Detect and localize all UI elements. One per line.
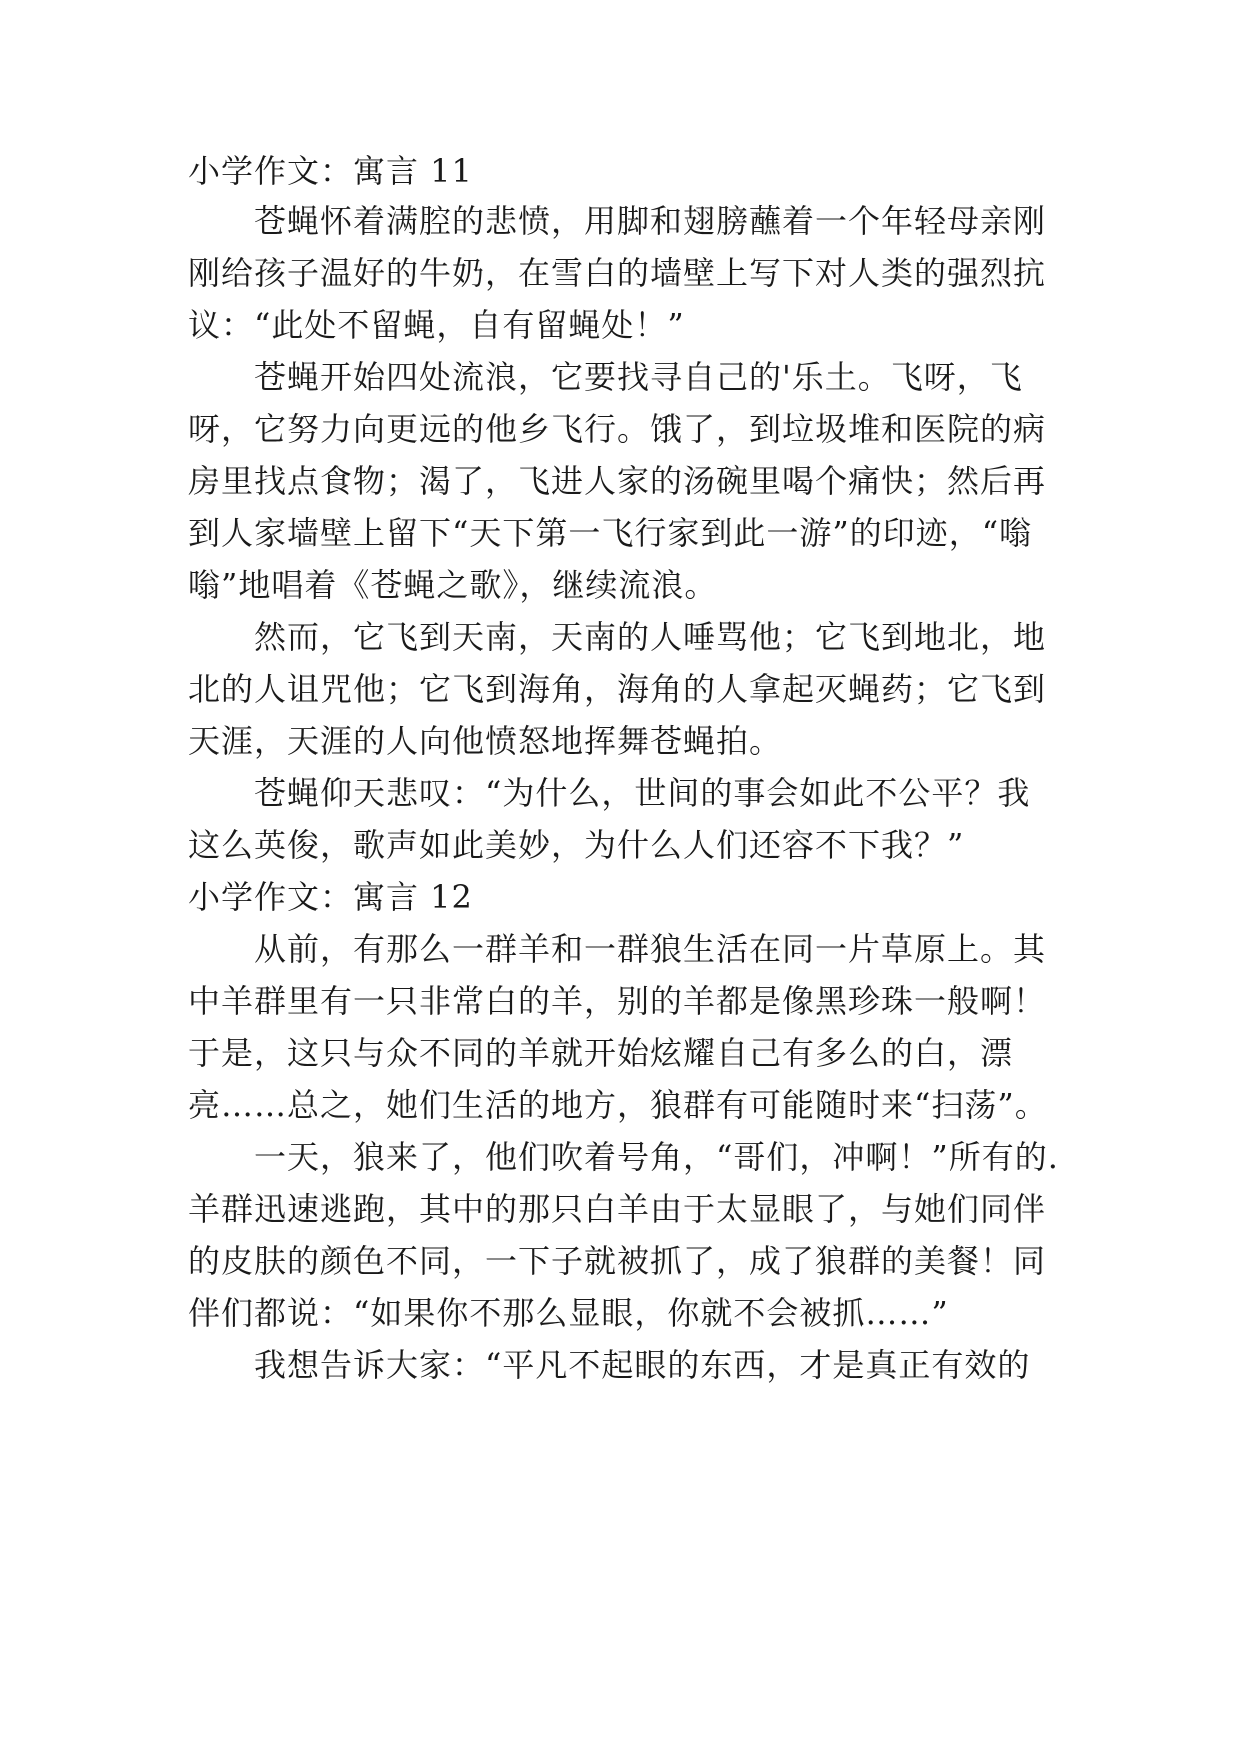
text-line: 呀，它努力向更远的他乡飞行。饿了，到垃圾堆和医院的病: [188, 410, 1047, 448]
text-line: 从前，有那么一群羊和一群狼生活在同一片草原上。其: [188, 930, 1047, 968]
text-line: 一天，狼来了，他们吹着号角，“哥们，冲啊！”所有的.: [188, 1138, 1059, 1176]
text-line: 苍蝇怀着满腔的悲愤，用脚和翅膀蘸着一个年轻母亲刚: [188, 202, 1047, 240]
text-line: 苍蝇仰天悲叹：“为什么，世间的事会如此不公平？我: [188, 774, 1031, 812]
text-line: 我想告诉大家：“平凡不起眼的东西，才是真正有效的: [188, 1346, 1031, 1384]
essay-title-11: 小学作文：寓言 11: [188, 152, 473, 190]
text-line: 到人家墙壁上留下“天下第一飞行家到此一游”的印迹，“嗡: [188, 514, 1033, 552]
text-line: 议：“此处不留蝇，自有留蝇处！”: [188, 306, 685, 344]
text-line: 刚给孩子温好的牛奶，在雪白的墙壁上写下对人类的强烈抗: [188, 254, 1047, 292]
text-line: 于是，这只与众不同的羊就开始炫耀自己有多么的白，漂: [188, 1034, 1014, 1072]
text-line: 房里找点食物；渴了，飞进人家的汤碗里喝个痛快；然后再: [188, 462, 1047, 500]
text-line: 苍蝇开始四处流浪，它要找寻自己的'乐土。飞呀，飞: [188, 358, 1023, 396]
text-line: 然而，它飞到天南，天南的人唾骂他；它飞到地北，地: [188, 618, 1047, 656]
text-line: 北的人诅咒他；它飞到海角，海角的人拿起灭蝇药；它飞到: [188, 670, 1047, 708]
text-line: 的皮肤的颜色不同，一下子就被抓了，成了狼群的美餐！同: [188, 1242, 1047, 1280]
text-line: 嗡”地唱着《苍蝇之歌》，继续流浪。: [188, 566, 718, 604]
text-line: 天涯，天涯的人向他愤怒地挥舞苍蝇拍。: [188, 722, 783, 760]
text-line: 亮……总之，她们生活的地方，狼群有可能随时来“扫荡”。: [188, 1086, 1048, 1124]
text-line: 羊群迅速逃跑，其中的那只白羊由于太显眼了，与她们同伴: [188, 1190, 1047, 1228]
text-line: 这么英俊，歌声如此美妙，为什么人们还容不下我？”: [188, 826, 965, 864]
text-line: 伴们都说：“如果你不那么显眼，你就不会被抓……”: [188, 1294, 949, 1332]
text-line: 中羊群里有一只非常白的羊，别的羊都是像黑珍珠一般啊！: [188, 982, 1047, 1020]
essay-title-12: 小学作文：寓言 12: [188, 878, 473, 916]
